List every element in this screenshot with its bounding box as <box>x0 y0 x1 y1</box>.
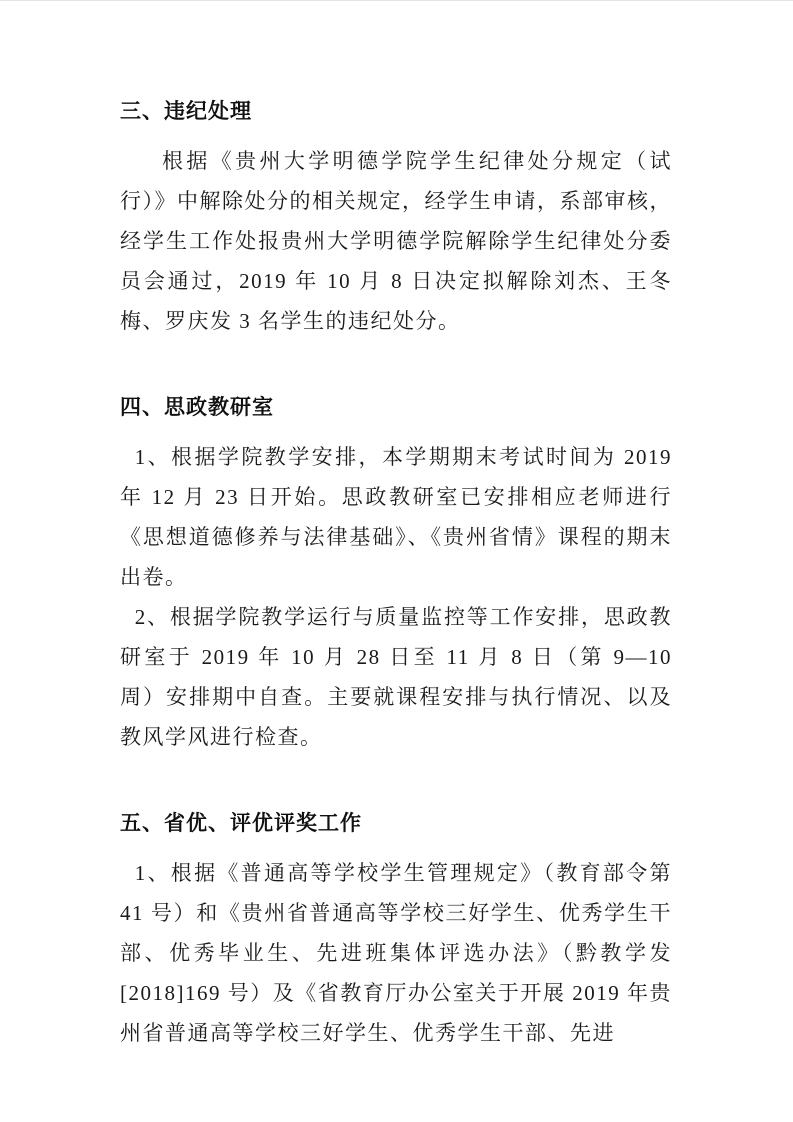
section-provincial-awards <box>120 809 672 1053</box>
paragraph-awards-1: 1、根据《普通高等学校学生管理规定》（教育部令第 41 号）和《贵州省普通高等学校三好学生、优秀学生干部、优秀毕业生、先进班集体评选办法》（黔教学发[2018]169 号）及《省教育厅办公室关于开展 2019 年贵州省普通高等学校三好学生、优秀学生干部、先进 <box>120 861 672 1045</box>
section-ideology-teaching-office <box>120 393 672 757</box>
section-heading-awards: 五、省优、评优评奖工作 <box>120 812 362 835</box>
section-heading-ideology: 四、思政教研室 <box>120 396 274 419</box>
section-heading-discipline: 三、违纪处理 <box>120 100 252 123</box>
section-discipline-handling <box>120 97 672 341</box>
paragraph-ideology-1: 1、根据学院教学安排，本学期期末考试时间为 2019 年 12 月 23 日开始。思政教研室已安排相应老师进行《思想道德修养与法律基础》、《贵州省情》课程的期末出卷。 <box>120 445 672 589</box>
paragraph-discipline-1: 根据《贵州大学明德学院学生纪律处分规定（试行）》中解除处分的相关规定，经学生申请，系部审核，经学生工作处报贵州大学明德学院解除学生纪律处分委员会通过，2019 年 10 月 8 日决定拟解除刘杰、王冬梅、罗庆发 3 名学生的违纪处分。 <box>120 149 672 333</box>
paragraph-ideology-2: 2、根据学院教学运行与质量监控等工作安排，思政教研室于 2019 年 10 月 28 日至 11 月 8 日（第 9—10 周）安排期中自查。主要就课程安排与执行情况、以及教风学风进行检查。 <box>120 605 672 749</box>
